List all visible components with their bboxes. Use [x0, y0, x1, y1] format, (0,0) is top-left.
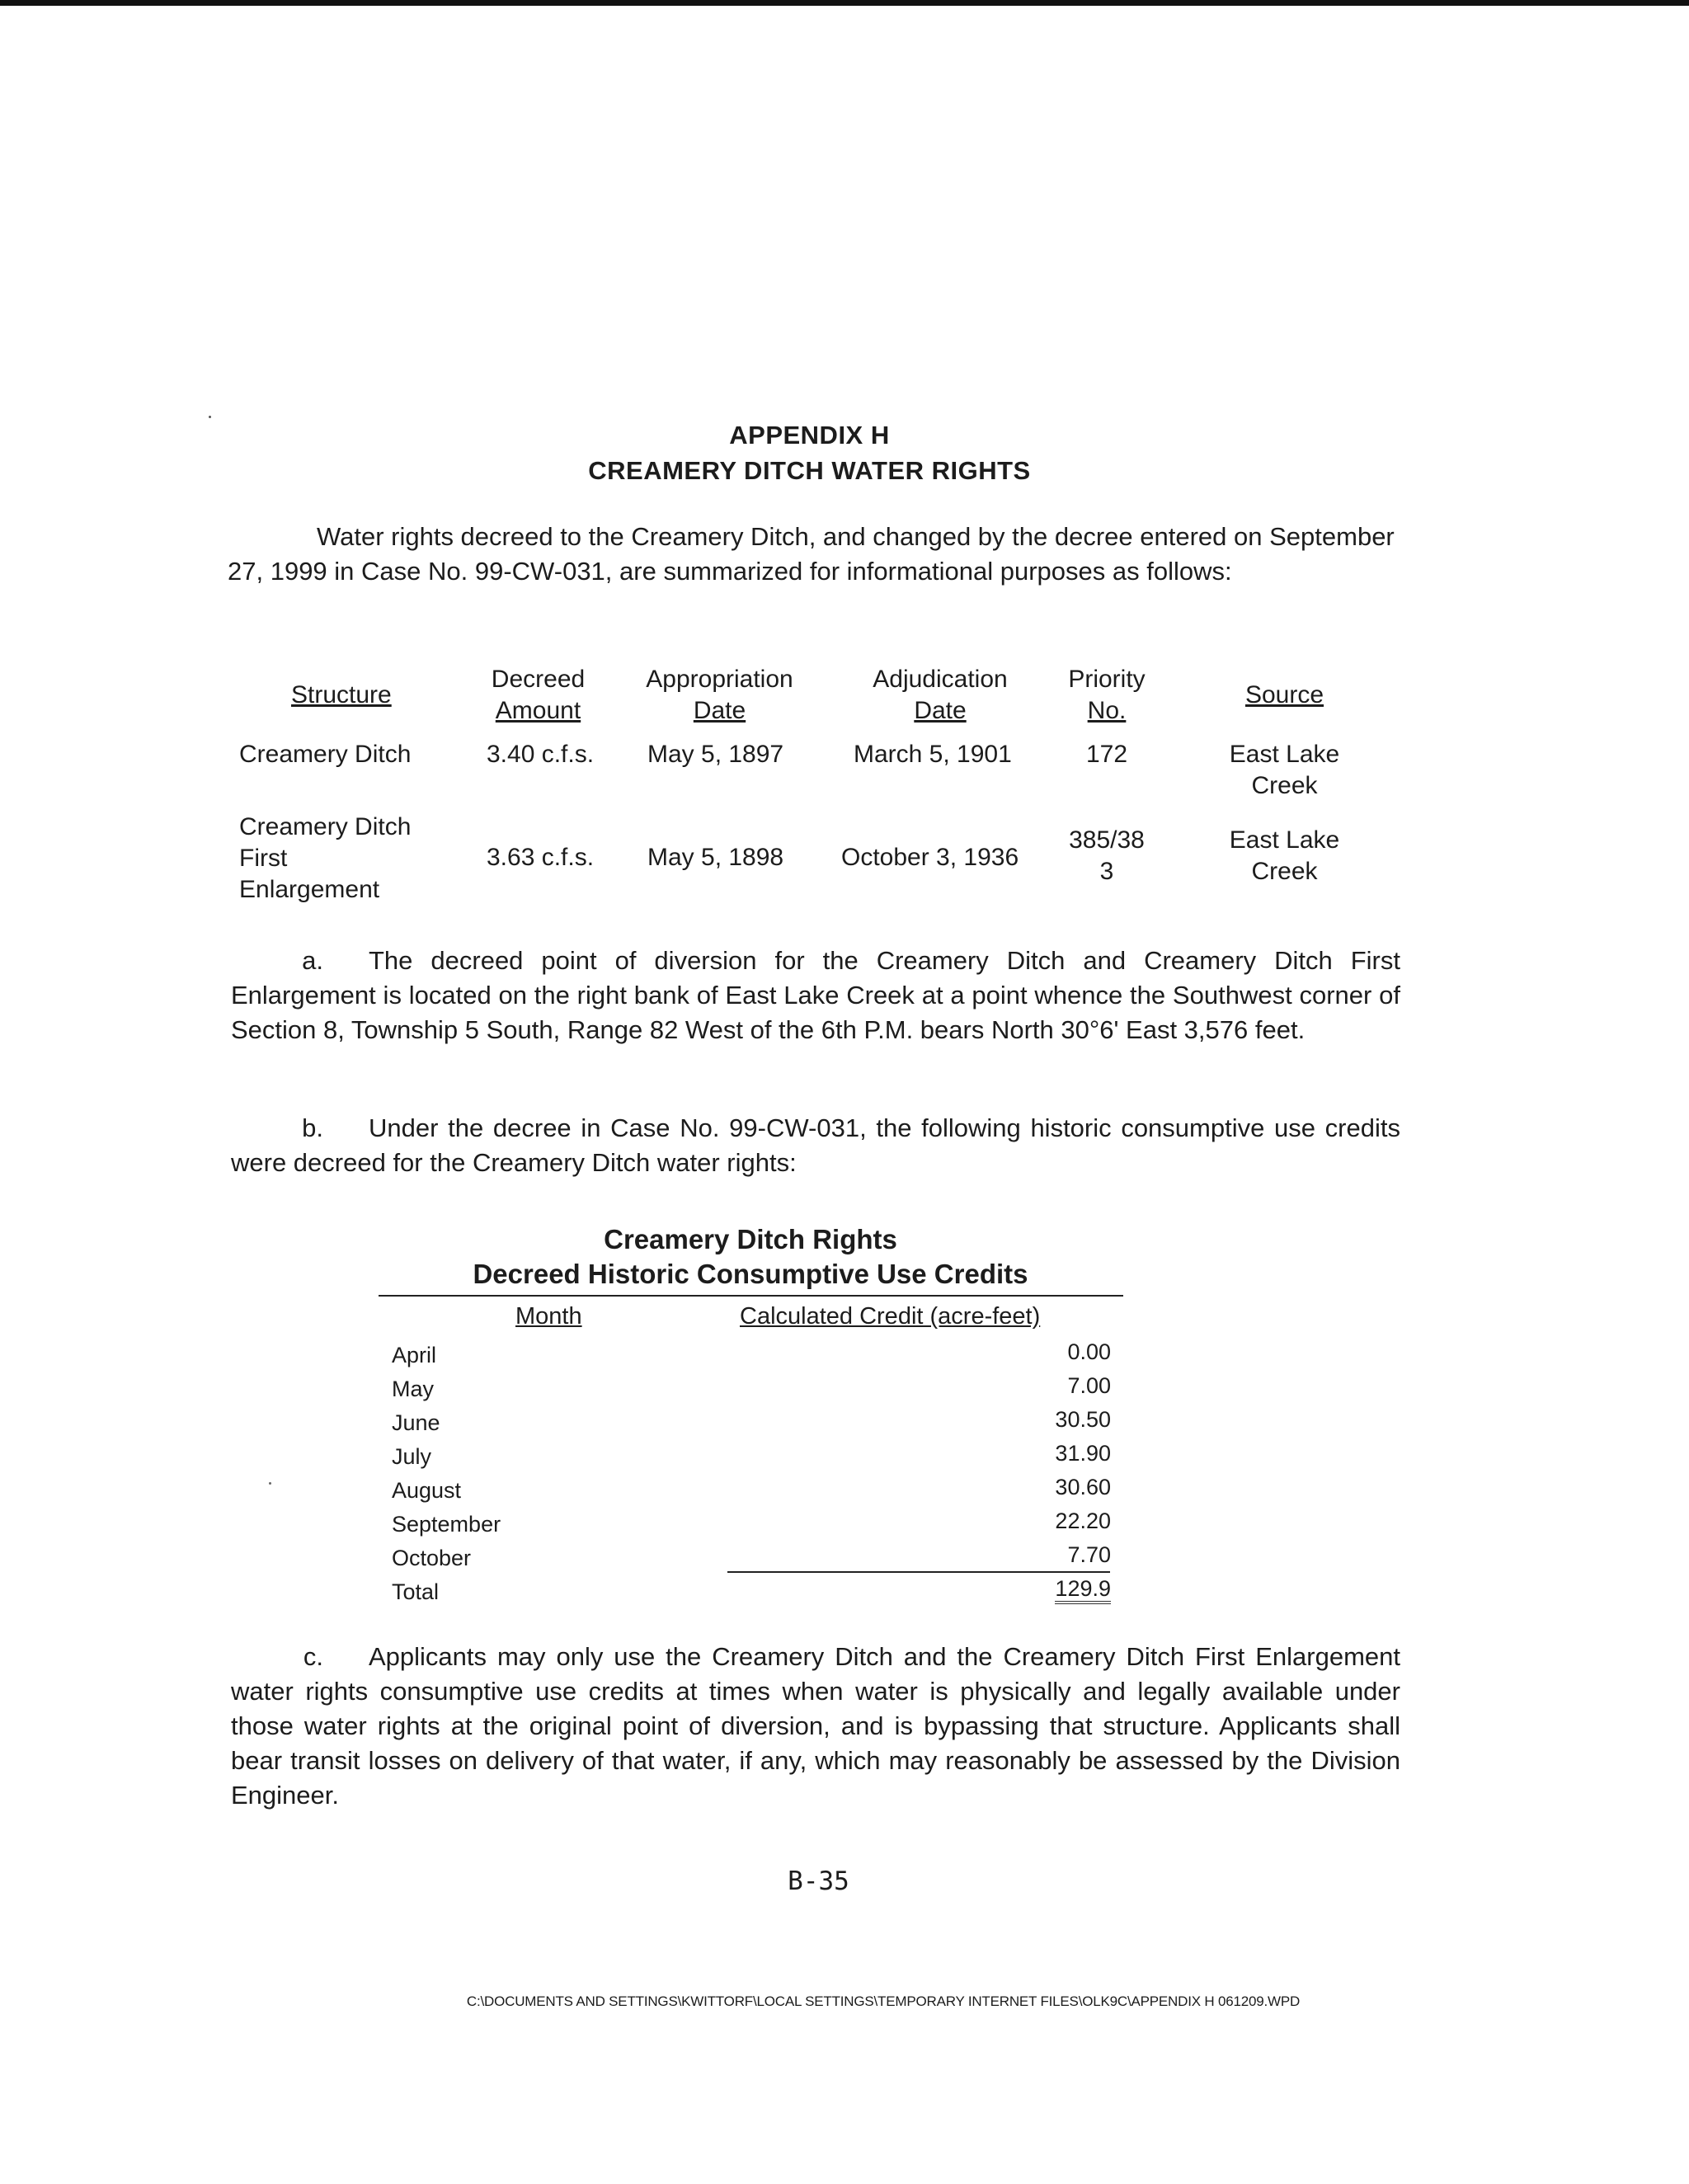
intro-paragraph	[228, 520, 1399, 589]
col-header-appropriation-line1: Appropriation	[646, 666, 793, 693]
credit-row-value: 22.20	[1055, 1509, 1111, 1533]
credits-total-value	[990, 1576, 1111, 1602]
credits-sum-rule	[727, 1571, 1110, 1573]
row1-priority: 172	[1085, 741, 1128, 768]
row1-amount: 3.40 c.f.s.	[487, 741, 595, 768]
row2-structure-line3: Enlargement	[239, 876, 380, 903]
paragraph-c-text: Applicants may only use the Creamery Ditch and the Creamery Ditch First Enlargement water rights consumptive use credits at times when water is physically and legally available under those water rights at the original point of diversion, and is bypassing that structure. Applicants shall bear transit losses on delivery of that water, if any, which may reasonably be assessed by the Division Engineer.	[231, 1642, 1400, 1810]
col-header-adjudication-line1: Adjudication	[873, 666, 1008, 693]
row2-structure	[239, 812, 411, 906]
col-header-appropriation-line2: Date	[693, 697, 746, 724]
row2-structure-line1: Creamery Ditch	[239, 813, 412, 840]
row2-adjudication-date: October 3, 1936	[841, 844, 1019, 871]
col-header-priority-line2: No.	[1087, 697, 1127, 724]
top-border-rule	[0, 0, 1689, 6]
row2-priority-line2: 3	[1099, 858, 1114, 885]
paragraph-c-label: c.	[303, 1642, 323, 1671]
credit-row-value: 31.90	[1055, 1441, 1111, 1466]
row2-priority-line1: 385/38	[1069, 826, 1145, 854]
col-header-adjudication-line2: Date	[914, 697, 967, 724]
paragraph-c	[231, 1640, 1400, 1813]
row1-adjudication-date: March 5, 1901	[854, 741, 1012, 768]
col-header-priority-no	[1057, 664, 1156, 727]
credit-row-month: April	[392, 1343, 437, 1367]
credits-table-subtitle: Decreed Historic Consumptive Use Credits	[473, 1259, 1028, 1289]
credit-row-month: May	[392, 1377, 435, 1401]
scan-speck	[209, 416, 211, 418]
paragraph-a-label: a.	[302, 946, 323, 975]
col-header-decreed-amount	[474, 664, 602, 727]
footer-file-path: C:\DOCUMENTS AND SETTINGS\KWITTORF\LOCAL SETTINGS\TEMPORARY INTERNET FILES\OLK9C\APPENDIX H 061209.WPD	[466, 1993, 1301, 2009]
credit-row-month: September	[392, 1512, 501, 1537]
row1-structure: Creamery Ditch	[239, 741, 412, 768]
row2-source-line1: East Lake	[1229, 826, 1340, 854]
col-header-source: Source	[1244, 681, 1324, 708]
credits-table-top-rule	[379, 1295, 1123, 1297]
credit-row-month: July	[392, 1444, 432, 1469]
row2-source-line2: Creek	[1251, 858, 1318, 885]
credit-row-value: 0.00	[1067, 1339, 1111, 1364]
row2-priority	[1057, 825, 1156, 887]
paragraph-b-text: Under the decree in Case No. 99-CW-031, the following historic consumptive use credits were decreed for the Creamery Ditch water rights:	[231, 1113, 1400, 1177]
row1-appropriation-date: May 5, 1897	[647, 741, 784, 768]
paragraph-a	[231, 944, 1400, 1047]
col-header-decreed-line1: Decreed	[491, 666, 586, 693]
page-number: B-35	[788, 1866, 849, 1896]
row2-structure-line2: First	[239, 845, 288, 872]
appendix-subtitle: CREAMERY DITCH WATER RIGHTS	[588, 456, 1031, 485]
credit-row-value: 30.60	[1055, 1475, 1111, 1499]
intro-text: Water rights decreed to the Creamery Ditch, and changed by the decree entered on September 27, 1999 in Case No. 99-CW-031, are summarized for informational purposes as follows:	[228, 522, 1395, 586]
row1-source	[1212, 739, 1357, 802]
col-header-structure: Structure	[291, 681, 392, 708]
row2-appropriation-date: May 5, 1898	[647, 844, 784, 871]
credit-row-value: 7.70	[1067, 1542, 1111, 1567]
credit-row-value: 30.50	[1055, 1407, 1111, 1432]
row1-source-line2: Creek	[1251, 772, 1318, 799]
appendix-title: APPENDIX H	[729, 421, 890, 450]
col-header-appropriation-date	[627, 664, 812, 727]
credits-col-month: Month	[515, 1303, 582, 1330]
credits-total-number: 129.9	[1055, 1576, 1111, 1604]
col-header-priority-line1: Priority	[1068, 666, 1146, 693]
credit-row-value: 7.00	[1067, 1373, 1111, 1398]
paragraph-b-label: b.	[302, 1113, 323, 1142]
col-header-decreed-line2: Amount	[495, 697, 581, 724]
credits-total-label: Total	[392, 1579, 440, 1604]
scan-speck	[269, 1482, 271, 1485]
col-header-adjudication-date	[841, 664, 1039, 727]
credit-row-month: June	[392, 1410, 440, 1435]
row2-amount: 3.63 c.f.s.	[487, 844, 595, 871]
credit-row-month: October	[392, 1546, 472, 1570]
row1-source-line1: East Lake	[1229, 741, 1340, 768]
credits-table-title: Creamery Ditch Rights	[604, 1224, 897, 1254]
paragraph-b	[231, 1111, 1400, 1180]
credits-col-credit: Calculated Credit (acre-feet)	[740, 1303, 1041, 1330]
row2-source	[1212, 825, 1357, 887]
paragraph-a-text: The decreed point of diversion for the Creamery Ditch and Creamery Ditch First Enlargement is located on the right bank of East Lake Creek at a point whence the Southwest corner of Section 8, Township 5 South, Range 82 West of the 6th P.M. bears North 30°6' East 3,576 feet.	[231, 946, 1400, 1044]
credit-row-month: August	[392, 1478, 462, 1503]
